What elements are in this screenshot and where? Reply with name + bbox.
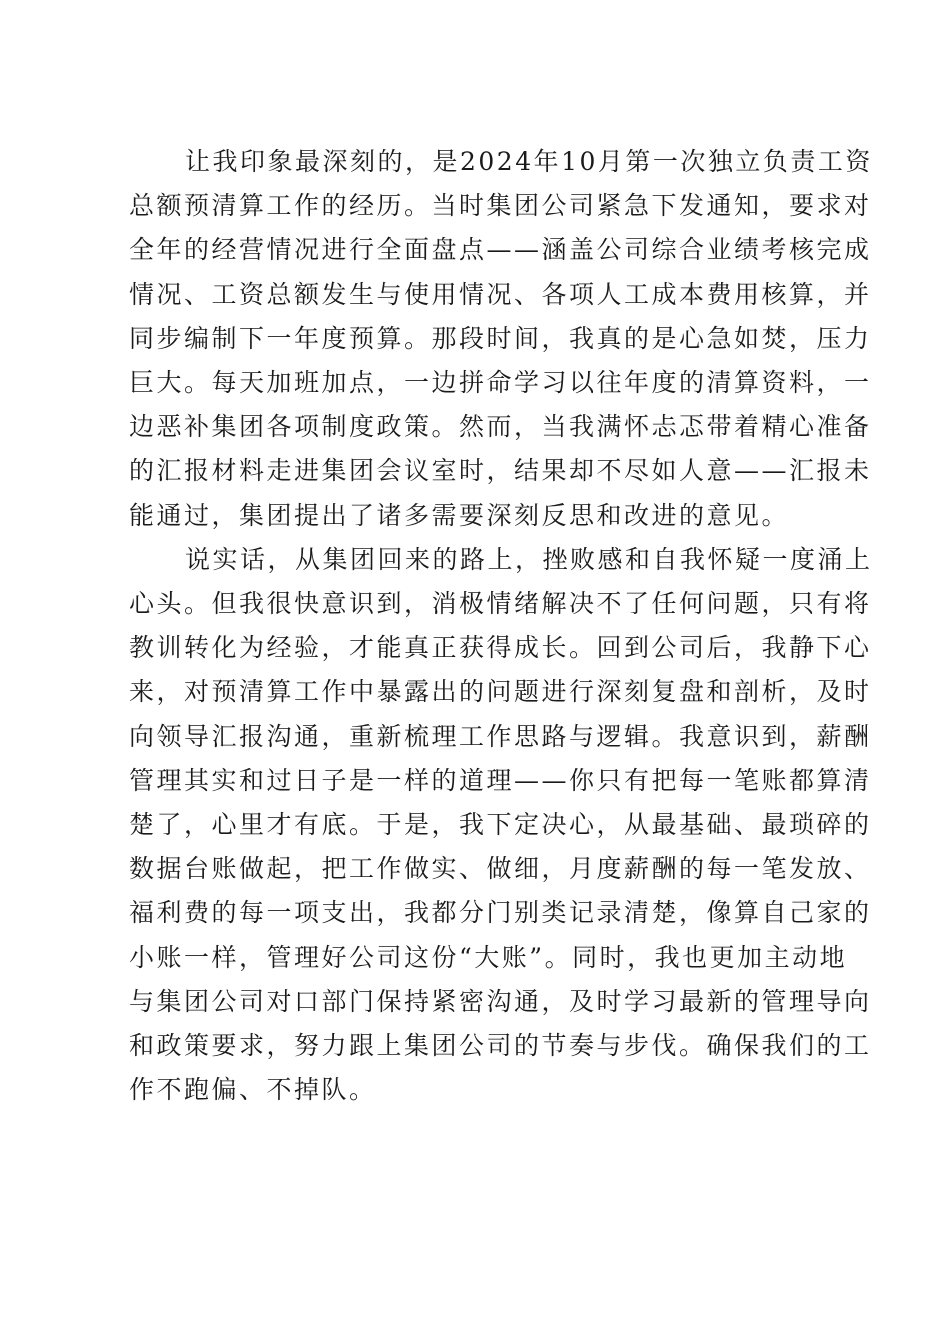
paragraph-1-line-6: 巨大。每天加班加点，一边拼命学习以往年度的清算资料，一 [129,368,872,398]
paragraph-1-line-9: 能通过，集团提出了诸多需要深刻反思和改进的意见。 [129,500,790,530]
paragraph-1-line-2: 总额预清算工作的经历。当时集团公司紧急下发通知，要求对 [129,191,872,221]
paragraph-2-line-13: 作不跑偏、不掉队。 [129,1075,377,1105]
paragraph-2-line-5: 向领导汇报沟通，重新梳理工作思路与逻辑。我意识到，薪酬 [129,721,872,751]
paragraph-2-line-3: 教训转化为经验，才能真正获得成长。回到公司后，我静下心 [129,633,872,663]
paragraph-1-line-5: 同步编制下一年度预算。那段时间，我真的是心急如焚，压力 [129,323,872,353]
paragraph-2-line-7: 楚了，心里才有底。于是，我下定决心，从最基础、最琐碎的 [129,810,872,840]
paragraph-2-line-8: 数据台账做起，把工作做实、做细，月度薪酬的每一笔发放、 [129,854,872,884]
paragraph-1-line-7: 边恶补集团各项制度政策。然而，当我满怀忐忑带着精心准备 [129,412,872,442]
paragraph-2-line-12: 和政策要求，努力跟上集团公司的节奏与步伐。确保我们的工 [129,1031,872,1061]
paragraph-2-line-10: 小账一样，管理好公司这份“大账”。同时，我也更加主动地 [129,942,848,972]
paragraph-1-line-8: 的汇报材料走进集团会议室时，结果却不尽如人意——汇报未 [129,456,872,486]
paragraph-2-line-4: 来，对预清算工作中暴露出的问题进行深刻复盘和剖析，及时 [129,677,872,707]
paragraph-2-line-11: 与集团公司对口部门保持紧密沟通，及时学习最新的管理导向 [129,986,872,1016]
paragraph-1-line-3: 全年的经营情况进行全面盘点——涵盖公司综合业绩考核完成 [129,235,872,265]
paragraph-1-line-1: 让我印象最深刻的，是2024年10月第一次独立负责工资 [185,147,873,176]
paragraph-2-line-2: 心头。但我很快意识到，消极情绪解决不了任何问题，只有将 [129,589,872,619]
paragraph-2-line-1: 说实话，从集团回来的路上，挫败感和自我怀疑一度涌上 [185,544,873,574]
document-body [129,140,873,1112]
paragraph-2-line-9: 福利费的每一项支出，我都分门别类记录清楚，像算自己家的 [129,898,872,928]
paragraph-1-line-4: 情况、工资总额发生与使用情况、各项人工成本费用核算，并 [129,279,872,309]
paragraph-2-line-6: 管理其实和过日子是一样的道理——你只有把每一笔账都算清 [129,765,872,795]
